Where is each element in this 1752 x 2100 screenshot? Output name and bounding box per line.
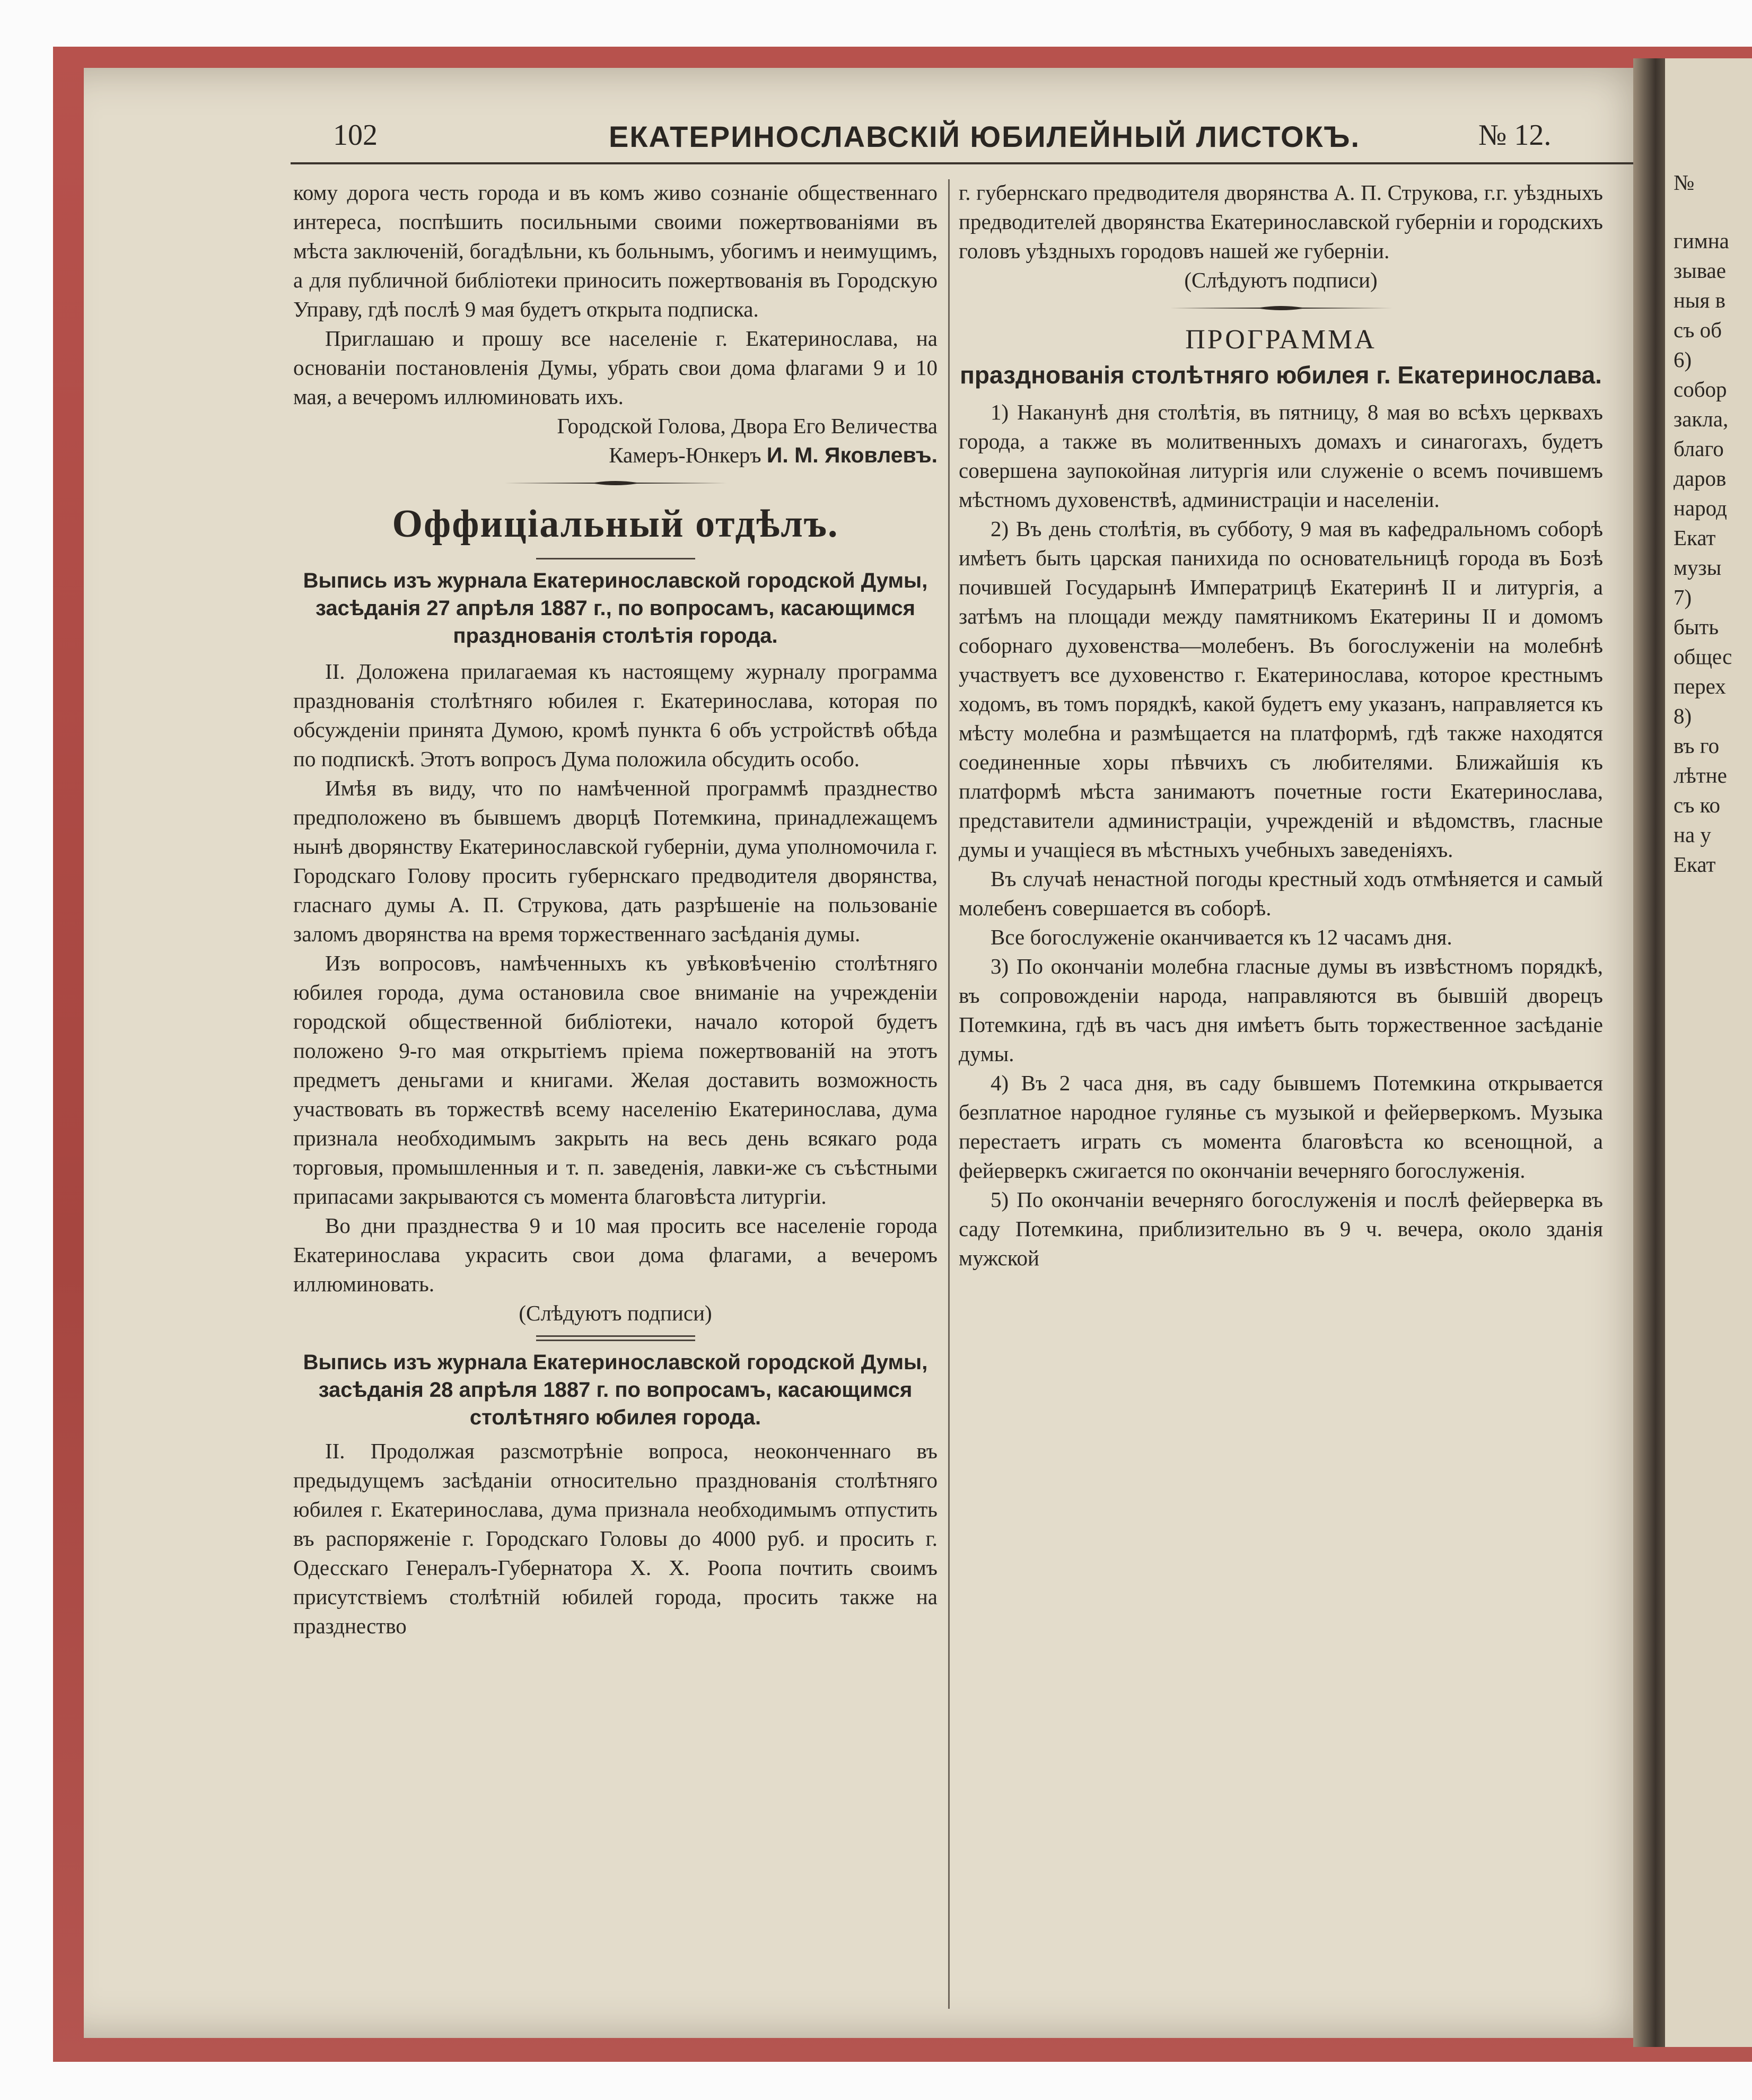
intro-paragraph: кому дорога честь города и въ комъ живо сознаніе общественнаго интереса, поспѣшить посильными своими пожертвованіями въ мѣста заключеній, богадѣльни, къ больнымъ, убогимъ и неимущимъ, а для публичной библіотеки приносить пожертвованія въ Городскую Управу, гдѣ послѣ 9 мая будетъ открыта подписка. [293, 180, 938, 321]
program-item-2-end: Все богослуженіе оканчивается къ 12 часамъ дня. [991, 925, 1452, 949]
section-title: Оффиціальный отдѣлъ. [392, 502, 839, 546]
facing-page-line: въ го [1674, 733, 1720, 758]
extract1-paragraph-4: Во дни празднества 9 и 10 мая просить все населеніе города Екатеринослава украсить свои дома флагами, а вечеромъ иллюминовать. [293, 1213, 938, 1296]
signature-name: И. М. Яковлевъ. [766, 443, 938, 467]
double-rule [536, 1335, 695, 1341]
facing-page-line: лѣтне [1674, 763, 1727, 788]
program-subtitle: празднованія столѣтняго юбилея г. Екатеринослава. [960, 361, 1602, 389]
extract1-paragraph-1: II. Доложена прилагаемая къ настоящему журналу программа празднованія столѣтняго юбилея г. Екатеринослава, которая по обсужденіи принята Думою, кромѣ пункта 6 объ устройствѣ обѣда по подпискѣ. Этотъ вопросъ Дума положила обсудить особо. [293, 659, 938, 771]
extract2-heading: Выпись изъ журнала Екатеринославской городской Думы, засѣданія 28 апрѣля 1887 г. по вопросамъ, касающимся столѣтняго юбилея города. [303, 1351, 928, 1429]
facing-page-line: Екат [1674, 526, 1716, 550]
facing-page-line: съ об [1674, 318, 1722, 342]
facing-page-line: музы [1674, 555, 1722, 580]
facing-page-line: 7) [1674, 585, 1692, 609]
facing-page-line: съ ко [1674, 793, 1720, 817]
facing-page-line: общес [1674, 644, 1732, 669]
signature-line: Городской Голова, Двора Его Величества [557, 414, 938, 438]
page-number: 102 [333, 119, 378, 152]
extract1-signatures: (Слѣдуютъ подписи) [519, 1301, 712, 1325]
column-divider [948, 179, 950, 2009]
program-item-5: 5) По окончаніи вечерняго богослуженія и послѣ фейерверка въ саду Потемкина, приблизительно въ 9 ч. вечера, около зданія мужской [959, 1187, 1603, 1270]
invitation-paragraph: Приглашаю и прошу все населеніе г. Екатеринослава, на основаніи постановленія Думы, убрать свои дома флагами 9 и 10 мая, а вечеромъ иллюминовать ихъ. [293, 326, 938, 409]
facing-page-line: зывае [1674, 258, 1726, 283]
program-item-1: 1) Наканунѣ дня столѣтія, въ пятницу, 8 мая во всѣхъ церквахъ города, а также въ молитвенныхъ домахъ и синагогахъ, будетъ совершена заупокойная литургія или служеніе о всемъ почившемъ мѣстномъ духовенствѣ, администраціи и населеніи. [959, 400, 1603, 512]
program-item-2: 2) Въ день столѣтія, въ субботу, 9 мая въ кафедральномъ соборѣ имѣетъ быть царская панихида по основательницѣ города въ Бозѣ почившей Государынѣ Императрицѣ Екатеринѣ II и литургія, а затѣмъ на площади между памятникомъ Екатерины II и домомъ соборнаго духовенства—молебенъ. Въ богослуженіи на молебнѣ участвуетъ все духовенство г. Екатеринослава, которое крестнымъ ходомъ, въ томъ порядкѣ, какой будетъ ему указанъ, направляется къ мѣсту молебна и размѣщается на платформѣ, гдѣ также находятся соединенные хоры пѣвчихъ съ любителями. Ближайшія къ платформѣ мѣста занимаютъ почетные гости Екатеринослава, представители администраціи, учрежденій и вѣдомствъ, гласные думы и учащіеся въ мѣстныхъ учебныхъ заведеніяхъ. [959, 517, 1603, 862]
facing-page-line: гимна [1674, 229, 1729, 253]
facing-page-header: № [1674, 170, 1695, 195]
facing-page-line: собор [1674, 377, 1727, 401]
ornament-rule-icon [1170, 304, 1392, 312]
facing-page-line: перех [1674, 674, 1726, 698]
facing-page-line: народ [1674, 496, 1727, 520]
extract1-heading: Выпись изъ журнала Екатеринославской городской Думы, засѣданія 27 апрѣля 1887 г., по вопросамъ, касающимся празднованія столѣтія города. [303, 569, 928, 648]
facing-page-line: ныя в [1674, 288, 1725, 312]
section-rule [536, 558, 695, 559]
ornament-rule-icon [504, 479, 727, 487]
signature-title: Камеръ-Юнкеръ [609, 443, 767, 467]
facing-page-line: 6) [1674, 347, 1692, 372]
extract1-paragraph-3: Изъ вопросовъ, намѣченныхъ къ увѣковѣченію столѣтняго юбилея города, дума остановила свое вниманіе на учрежденіи городской общественной библіотеки, начало которой будетъ положено 9-го мая открытіемъ пріема пожертвованій на этотъ предметъ деньгами и книгами. Желая доставить возможность участвовать въ торжествѣ всему населенію Екатеринослава, дума признала необходимымъ закрыть на весь день всякаго рода торговыя, промышленныя и т. п. заведенія, лавки-же съ съѣстными припасами закрываются съ момента благовѣста литургіи. [293, 951, 938, 1209]
issue-number: № 12. [1478, 119, 1552, 152]
facing-page-line: благо [1674, 436, 1724, 461]
extract2-paragraph-1: II. Продолжая разсмотрѣніе вопроса, неоконченнаго въ предыдущемъ засѣданіи относительно празднованія столѣтняго юбилея г. Екатеринослава, дума признала необходимымъ отпустить въ распоряженіе г. Городскаго Головы до 4000 руб. и просить г. Одесскаго Генералъ-Губернатора Х. Х. Роопа почтить своимъ присутствіемъ столѣтній юбилей города, просить также на празднество [293, 1439, 938, 1638]
facing-page [1665, 58, 1752, 2047]
program-item-4: 4) Въ 2 часа дня, въ саду бывшемъ Потемкина открывается безплатное народное гулянье съ музыкой и фейерверкомъ. Музыка перестаетъ играть съ момента благовѣста ко всенощной, а фейерверкъ сжигается по окончаніи вечерняго богослуженія. [959, 1071, 1603, 1183]
facing-page-line: Екат [1674, 852, 1716, 877]
program-title: ПРОГРАММА [1185, 325, 1377, 355]
program-item-2-rain: Въ случаѣ ненастной погоды крестный ходъ отмѣняется и самый молебенъ совершается въ соборѣ. [959, 867, 1603, 920]
program-item-3: 3) По окончаніи молебна гласные думы въ извѣстномъ порядкѣ, въ сопровожденіи народа, направляются въ бывшій дворецъ Потемкина, гдѣ въ часъ дня имѣетъ быть торжественное засѣданіе думы. [959, 954, 1603, 1066]
facing-page-line: закла, [1674, 407, 1729, 431]
right-signatures: (Слѣдуютъ подписи) [1184, 268, 1378, 292]
newspaper-title: ЕКАТЕРИНОСЛАВСКІЙ ЮБИЛЕЙНЫЙ ЛИСТОКЪ. [609, 120, 1361, 153]
facing-page-line: 8) [1674, 704, 1692, 728]
continuation-paragraph: г. губернскаго предводителя дворянства А. П. Струкова, г.г. уѣздныхъ предводителей дворянства Екатеринославской губерніи и городскихъ головъ уѣздныхъ городовъ нашей же губерніи. [959, 180, 1603, 263]
left-column [293, 178, 938, 1641]
page-header [84, 118, 1664, 177]
newspaper-page [84, 68, 1664, 2038]
right-column [959, 178, 1603, 1273]
extract1-paragraph-2: Имѣя въ виду, что по намѣченной программѣ празднество предположено въ бывшемъ дворцѣ Потемкина, принадлежащемъ нынѣ дворянству Екатеринославской губерніи, дума уполномочила г. Городскаго Голову просить губернскаго предводителя дворянства, гласнаго думы А. П. Струкова, дать разрѣшеніе на пользованіе заломъ дворянства на время торжественнаго засѣданія думы. [293, 776, 938, 946]
facing-page-line: быть [1674, 615, 1719, 639]
header-rule [291, 162, 1664, 164]
signature-name-line [293, 441, 938, 470]
facing-page-line: на у [1674, 822, 1711, 847]
facing-page-line: даров [1674, 466, 1727, 491]
